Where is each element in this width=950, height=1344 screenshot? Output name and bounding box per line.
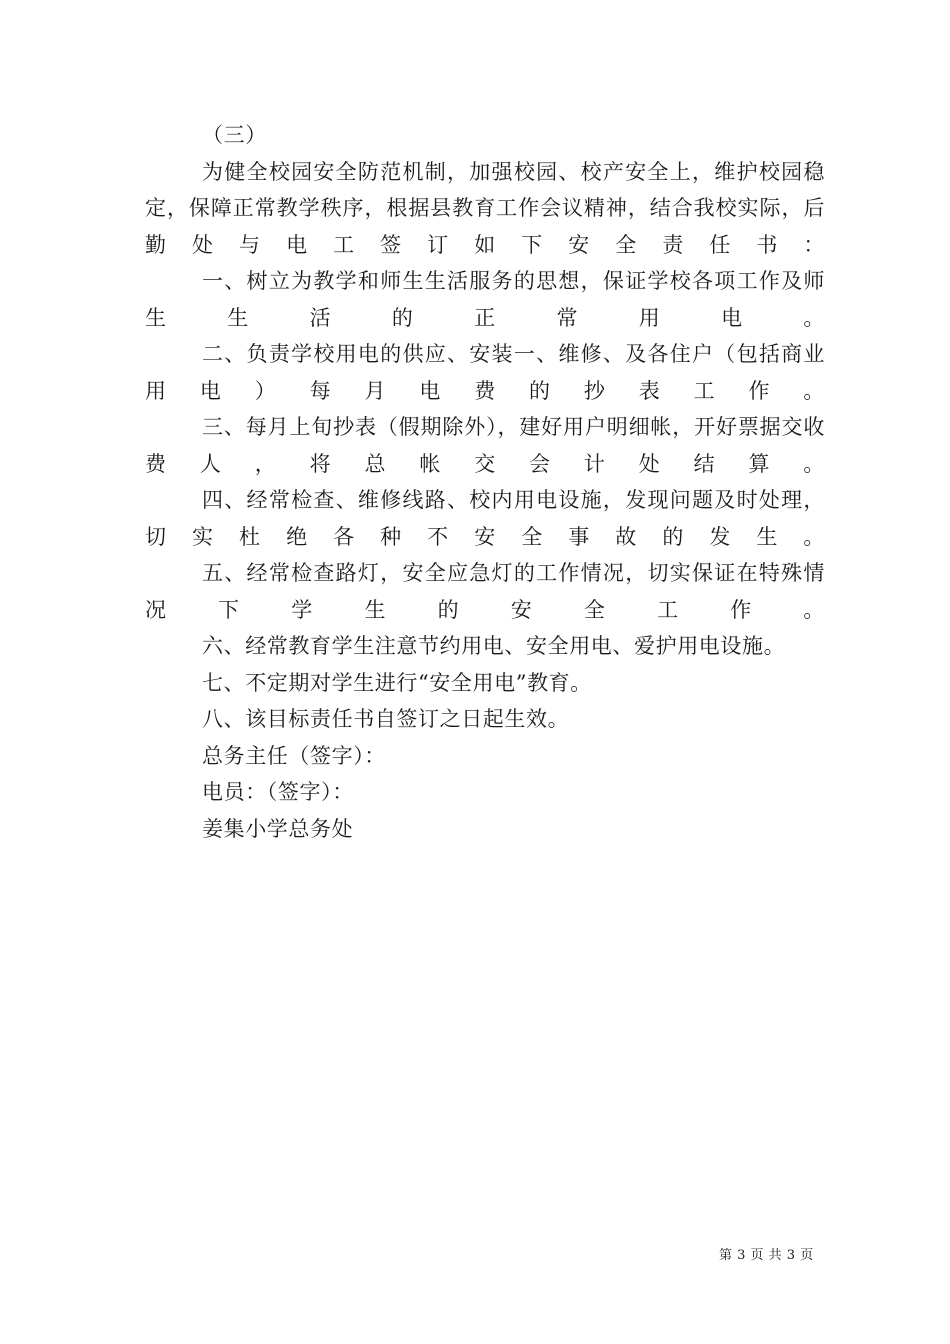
signature-director: 总务主任（签字）： xyxy=(202,743,386,768)
page-number-footer: 第 3 页 共 3 页 xyxy=(719,1248,814,1263)
paragraph-item-5: 五、经常检查路灯，安全应急灯的工作情况，切实保证在特殊情况下学生的安全工作。 xyxy=(145,561,825,622)
paragraph-item-2: 二、负责学校用电的供应、安装一、维修、及各住户（包括商业用电）每月电费的抄表工作。 xyxy=(145,342,825,403)
paragraph-item-1: 一、树立为教学和师生生活服务的思想，保证学校各项工作及师生生活的正常用电。 xyxy=(145,269,825,330)
section-heading: （三） xyxy=(202,123,267,147)
paragraph-item-8: 八、该目标责任书自签订之日起生效。 xyxy=(202,707,570,731)
signature-office: 姜集小学总务处 xyxy=(202,816,354,841)
signature-electrician: 电员：（签字）： xyxy=(202,780,354,804)
paragraph-item-3: 三、每月上旬抄表（假期除外），建好用户明细帐，开好票据交收费人，将总帐交会计处结算。 xyxy=(145,415,825,476)
document-body xyxy=(145,117,825,847)
paragraph-item-6: 六、经常教育学生注意节约用电、安全用电、爱护用电设施。 xyxy=(202,634,786,658)
paragraph-intro: 为健全校园安全防范机制，加强校园、校产安全上，维护校园稳定，保障正常教学秩序，根据县教育工作会议精神，结合我校实际，后勤处与电工签订如下安全责任书： xyxy=(145,159,825,257)
paragraph-item-4: 四、经常检查、维修线路、校内用电设施，发现问题及时处理，切实杜绝各种不安全事故的发生。 xyxy=(145,488,825,549)
paragraph-item-7: 七、不定期对学生进行“安全用电”教育。 xyxy=(202,670,592,695)
